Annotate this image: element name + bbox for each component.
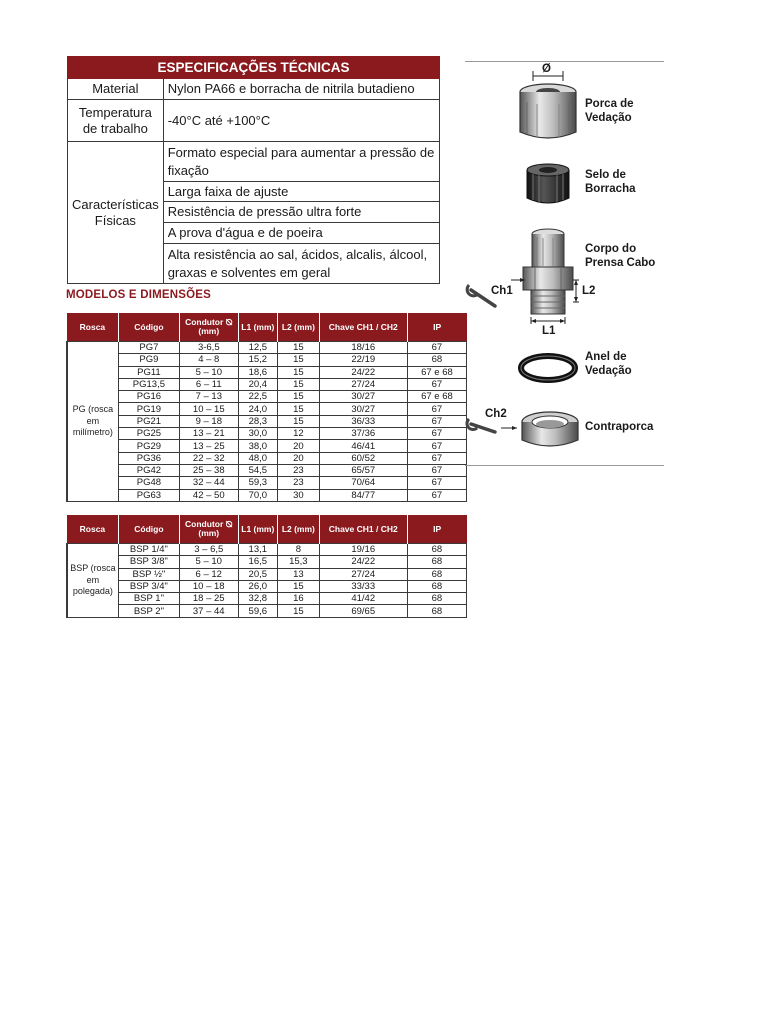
wrench-cell: 70/64 (319, 477, 407, 489)
ip-cell: 68 (407, 580, 466, 592)
l1-cell: 15,2 (238, 354, 278, 366)
dim-ch2-label: Ch2 (485, 408, 507, 420)
conductor-cell: 42 – 50 (180, 489, 239, 501)
table-row (67, 428, 467, 440)
wrench-cell: 46/41 (319, 440, 407, 452)
header-l2: L2 (mm) (278, 515, 320, 544)
wrench-cell: 30/27 (319, 403, 407, 415)
conductor-cell: 18 – 25 (179, 593, 238, 605)
cable-gland-diagram (465, 62, 665, 466)
l1-cell: 20,4 (238, 378, 278, 390)
ip-cell: 67 (407, 415, 466, 427)
header-ip: IP (407, 313, 466, 342)
specs-title: ESPECIFICAÇÕES TÉCNICAS (68, 57, 440, 79)
table-row (67, 464, 467, 476)
table-row (67, 354, 467, 366)
thread-group-label: PG (rosca em milímetro) (67, 342, 118, 502)
wrench-cell: 27/24 (319, 568, 407, 580)
table-row (67, 342, 467, 354)
table-row (67, 544, 467, 556)
code-cell: PG11 (118, 366, 179, 378)
table-row (67, 391, 467, 403)
header-l1: L1 (mm) (238, 313, 278, 342)
conductor-cell: 13 – 25 (180, 440, 239, 452)
l2-cell: 15 (278, 403, 320, 415)
code-cell: BSP 3/4" (118, 580, 179, 592)
o-ring-icon (521, 356, 575, 380)
conductor-cell: 6 – 12 (179, 568, 238, 580)
l2-cell: 15 (278, 605, 320, 617)
code-cell: PG16 (118, 391, 179, 403)
header-codigo: Código (118, 313, 179, 342)
ip-cell: 68 (407, 544, 466, 556)
ip-cell: 67 (407, 403, 466, 415)
conductor-cell: 10 – 18 (179, 580, 238, 592)
wrench-cell: 18/16 (319, 342, 407, 354)
physical-label: Características Físicas (68, 142, 164, 284)
table-row (67, 556, 467, 568)
physical-item: Alta resistência ao sal, ácidos, alcalis, álcool, graxas e solventes em geral (163, 244, 439, 284)
dim-l2-label: L2 (582, 285, 596, 297)
conductor-cell: 7 – 13 (180, 391, 239, 403)
ip-cell: 68 (407, 593, 466, 605)
conductor-cell: 22 – 32 (180, 452, 239, 464)
temperature-label: Temperatura de trabalho (68, 100, 164, 142)
l2-cell: 13 (278, 568, 320, 580)
conductor-cell: 5 – 10 (180, 366, 239, 378)
table-row (67, 605, 467, 617)
pg-table-body (67, 342, 467, 502)
wrench-cell: 24/22 (319, 556, 407, 568)
l1-cell: 30,0 (238, 428, 278, 440)
header-chave: Chave CH1 / CH2 (319, 313, 407, 342)
wrench-cell: 27/24 (319, 378, 407, 390)
header-chave: Chave CH1 / CH2 (319, 515, 407, 544)
part-label-o-ring: Anel de Vedação (585, 351, 632, 377)
rubber-seal-icon (527, 164, 569, 203)
ip-cell: 67 (407, 342, 466, 354)
wrench-cell: 36/33 (319, 415, 407, 427)
table-header-row (67, 313, 467, 342)
ip-cell: 67 e 68 (407, 391, 466, 403)
wrench-cell: 24/22 (319, 366, 407, 378)
ip-cell: 68 (407, 354, 466, 366)
table-row (67, 378, 467, 390)
code-cell: BSP 1" (118, 593, 179, 605)
l2-cell: 15 (278, 580, 320, 592)
header-l1: L1 (mm) (238, 515, 278, 544)
part-label-lock-nut: Contraporca (585, 421, 654, 433)
l2-cell: 15 (278, 415, 320, 427)
ip-cell: 68 (407, 568, 466, 580)
l2-cell: 15,3 (278, 556, 320, 568)
code-cell: PG29 (118, 440, 179, 452)
table-row (67, 568, 467, 580)
material-label: Material (68, 79, 164, 100)
ip-cell: 67 e 68 (407, 366, 466, 378)
part-label-gland-body: Corpo do Prensa Cabo (585, 243, 656, 269)
wrench-cell: 37/36 (319, 428, 407, 440)
l1-cell: 32,8 (238, 593, 278, 605)
dim-ch1-label: Ch1 (491, 285, 513, 297)
ip-cell: 67 (407, 440, 466, 452)
l2-cell: 15 (278, 366, 320, 378)
code-cell: BSP 3/8" (118, 556, 179, 568)
table-row (67, 403, 467, 415)
table-row (67, 593, 467, 605)
ip-cell: 67 (407, 489, 466, 501)
header-rosca: Rosca (67, 313, 118, 342)
table-row (67, 489, 467, 501)
specs-table (67, 56, 440, 284)
part-label-rubber-seal: Selo de Borracha (585, 169, 636, 195)
table-header-row (67, 515, 467, 544)
material-value: Nylon PA66 e borracha de nitrila butadieno (163, 79, 439, 100)
bsp-table-body (67, 544, 467, 618)
header-rosca: Rosca (67, 515, 118, 544)
sealing-nut-icon (520, 84, 576, 138)
table-row (67, 440, 467, 452)
l1-cell: 59,6 (238, 605, 278, 617)
l2-cell: 20 (278, 440, 320, 452)
l2-cell: 8 (278, 544, 320, 556)
part-label-sealing-nut: Porca de Vedação (585, 98, 634, 124)
code-cell: PG36 (118, 452, 179, 464)
wrench-cell: 60/52 (319, 452, 407, 464)
l1-cell: 26,0 (238, 580, 278, 592)
l1-cell: 12,5 (238, 342, 278, 354)
l1-cell: 18,6 (238, 366, 278, 378)
l1-cell: 70,0 (238, 489, 278, 501)
l2-cell: 15 (278, 391, 320, 403)
conductor-cell: 13 – 21 (180, 428, 239, 440)
code-cell: PG21 (118, 415, 179, 427)
l1-cell: 20,5 (238, 568, 278, 580)
l1-cell: 38,0 (238, 440, 278, 452)
ip-cell: 67 (407, 428, 466, 440)
l1-cell: 16,5 (238, 556, 278, 568)
table-row (67, 366, 467, 378)
l2-cell: 15 (278, 342, 320, 354)
code-cell: PG25 (118, 428, 179, 440)
conductor-cell: 3 – 6,5 (179, 544, 238, 556)
ip-cell: 67 (407, 378, 466, 390)
table-row (67, 415, 467, 427)
code-cell: PG9 (118, 354, 179, 366)
wrench-cell: 33/33 (319, 580, 407, 592)
temperature-value: -40°C até +100°C (163, 100, 439, 142)
l2-cell: 23 (278, 477, 320, 489)
l1-cell: 28,3 (238, 415, 278, 427)
l1-cell: 48,0 (238, 452, 278, 464)
ip-cell: 67 (407, 452, 466, 464)
wrench-cell: 19/16 (319, 544, 407, 556)
physical-item: Larga faixa de ajuste (163, 182, 439, 202)
conductor-cell: 3-6,5 (180, 342, 239, 354)
pg-dimensions-table (66, 313, 467, 502)
code-cell: BSP 1/4" (118, 544, 179, 556)
thread-group-label: BSP (rosca em polegada) (67, 544, 118, 618)
l1-cell: 59,3 (238, 477, 278, 489)
code-cell: PG63 (118, 489, 179, 501)
lock-nut-icon (522, 412, 578, 446)
table-row (67, 477, 467, 489)
ip-cell: 67 (407, 477, 466, 489)
header-l2: L2 (mm) (278, 313, 320, 342)
code-cell: PG13,5 (118, 378, 179, 390)
models-title: MODELOS E DIMENSÕES (66, 289, 212, 301)
wrench-cell: 22/19 (319, 354, 407, 366)
conductor-cell: 4 – 8 (180, 354, 239, 366)
conductor-cell: 10 – 15 (180, 403, 239, 415)
code-cell: PG42 (118, 464, 179, 476)
l2-cell: 15 (278, 354, 320, 366)
conductor-cell: 32 – 44 (180, 477, 239, 489)
physical-item: Resistência de pressão ultra forte (163, 202, 439, 223)
l2-cell: 15 (278, 378, 320, 390)
code-cell: BSP 2" (118, 605, 179, 617)
conductor-cell: 5 – 10 (179, 556, 238, 568)
code-cell: BSP ½" (118, 568, 179, 580)
l2-cell: 12 (278, 428, 320, 440)
code-cell: PG7 (118, 342, 179, 354)
wrench-cell: 30/27 (319, 391, 407, 403)
physical-item: A prova d'água e de poeira (163, 223, 439, 244)
header-condutor: Condutor ⦰ (mm) (179, 515, 238, 544)
l1-cell: 24,0 (238, 403, 278, 415)
conductor-cell: 37 – 44 (179, 605, 238, 617)
gland-body-icon (523, 229, 573, 314)
table-row (67, 580, 467, 592)
wrench-cell: 41/42 (319, 593, 407, 605)
l2-cell: 16 (278, 593, 320, 605)
l1-cell: 13,1 (238, 544, 278, 556)
l1-cell: 54,5 (238, 464, 278, 476)
header-codigo: Código (118, 515, 179, 544)
wrench-cell: 84/77 (319, 489, 407, 501)
dim-l1-label: L1 (542, 325, 556, 337)
code-cell: PG48 (118, 477, 179, 489)
l2-cell: 30 (278, 489, 320, 501)
table-row (67, 452, 467, 464)
l1-cell: 22,5 (238, 391, 278, 403)
conductor-cell: 25 – 38 (180, 464, 239, 476)
ip-cell: 67 (407, 464, 466, 476)
header-ip: IP (407, 515, 466, 544)
wrench-cell: 69/65 (319, 605, 407, 617)
physical-item: Formato especial para aumentar a pressão de fixação (163, 142, 439, 182)
ip-cell: 68 (407, 605, 466, 617)
code-cell: PG19 (118, 403, 179, 415)
bsp-dimensions-table (66, 515, 467, 618)
conductor-cell: 6 – 11 (180, 378, 239, 390)
l2-cell: 23 (278, 464, 320, 476)
wrench-cell: 65/57 (319, 464, 407, 476)
l2-cell: 20 (278, 452, 320, 464)
ip-cell: 68 (407, 556, 466, 568)
conductor-cell: 9 – 18 (180, 415, 239, 427)
diameter-label: Ø (542, 63, 551, 75)
header-condutor: Condutor ⦰ (mm) (180, 313, 239, 342)
